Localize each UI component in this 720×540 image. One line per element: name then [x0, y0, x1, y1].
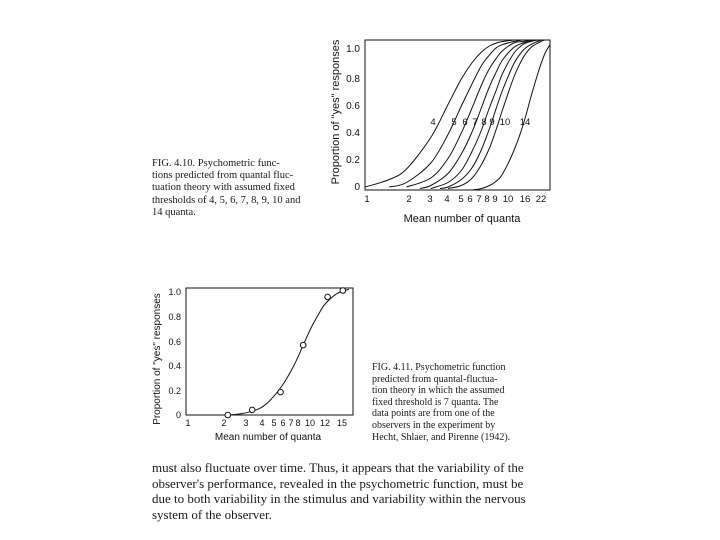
fig411-ytick-2: 0.4 — [168, 361, 181, 371]
fig411-data-point — [278, 389, 284, 395]
figure-4-11-caption — [372, 362, 542, 443]
fig410-curve-threshold-6 — [407, 40, 531, 187]
fig411-xtick-4: 4 — [259, 418, 265, 428]
fig410-xtick-4: 4 — [444, 194, 450, 205]
fig411-caption-line: data points are from one of the — [372, 408, 495, 420]
fig411-ytick-1: 0.2 — [168, 386, 181, 396]
fig410-series-label-10: 10 — [499, 117, 511, 128]
fig411-caption-line: tion theory in which the assumed — [372, 385, 505, 397]
fig410-curve-threshold-8 — [431, 40, 538, 189]
figure-4-10-chart — [325, 30, 565, 230]
fig410-xtick-22: 22 — [535, 194, 547, 205]
fig410-ytick-4: 0.8 — [346, 74, 360, 85]
fig410-caption-line: tuation theory with assumed fixed — [152, 182, 295, 194]
fig411-ytick-5: 1.0 — [168, 287, 181, 297]
figure-4-10-caption — [152, 158, 324, 219]
fig411-caption-line: predicted from quantal-fluctua- — [372, 373, 498, 385]
fig410-caption-line: 14 quanta. — [152, 206, 196, 218]
fig411-data-point — [300, 342, 306, 348]
fig411-caption-line: FIG. 4.11. Psychometric function — [372, 362, 506, 373]
fig410-caption-line: thresholds of 4, 5, 6, 7, 8, 9, 10 and — [152, 194, 301, 206]
fig411-curve — [228, 289, 349, 415]
fig410-xtick-3: 3 — [427, 194, 433, 205]
fig411-x-axis-label: Mean number of quanta — [214, 432, 322, 443]
fig410-caption-line: FIG. 4.10. Psychometric func- — [152, 158, 280, 169]
fig411-xtick-5: 5 — [271, 418, 277, 428]
fig410-xtick-9: 9 — [492, 194, 498, 205]
fig410-x-axis-label: Mean number of quanta — [403, 213, 521, 225]
fig411-caption-line: observers in the experiment by — [372, 419, 496, 431]
body-text-line: system of the observer. — [152, 506, 272, 522]
body-text-line: due to both variability in the stimulus and variability within the nervous — [152, 491, 526, 506]
fig410-xtick-1: 1 — [364, 194, 370, 205]
fig410-series-label-9: 9 — [489, 117, 495, 128]
figure-4-11-chart — [148, 283, 363, 453]
fig410-series-label-6: 6 — [462, 117, 468, 128]
fig411-xtick-1: 1 — [185, 418, 191, 428]
fig411-xtick-12: 12 — [319, 418, 331, 428]
fig411-points — [225, 288, 346, 418]
fig410-y-ticks — [346, 44, 360, 193]
fig411-data-point — [325, 294, 331, 300]
fig411-data-point — [340, 288, 346, 294]
fig410-series-labels — [430, 117, 530, 128]
fig411-xtick-6: 6 — [280, 418, 286, 428]
fig411-x-ticks — [185, 418, 347, 428]
fig411-ytick-0: 0 — [175, 410, 181, 420]
fig410-ytick-3: 0.6 — [346, 101, 360, 112]
fig410-xtick-7: 7 — [476, 194, 482, 205]
fig411-xtick-15: 15 — [336, 418, 348, 428]
fig410-caption-line: tions predicted from quantal fluc- — [152, 170, 294, 182]
fig410-series-label-5: 5 — [451, 117, 457, 128]
fig410-series-label-4: 4 — [430, 117, 436, 128]
fig411-xtick-7: 7 — [288, 418, 294, 428]
fig411-y-axis-label: Proportion of "yes" responses — [152, 293, 163, 425]
fig411-caption-line: fixed threshold is 7 quanta. The — [372, 396, 499, 408]
fig411-data-point — [249, 407, 255, 413]
fig410-series-label-8: 8 — [481, 117, 487, 128]
fig410-curve-threshold-5 — [389, 40, 523, 187]
fig411-xtick-2: 2 — [221, 418, 227, 428]
fig410-curve-threshold-10 — [448, 40, 544, 189]
fig411-xtick-8: 8 — [295, 418, 301, 428]
fig410-xtick-10: 10 — [502, 194, 514, 205]
fig410-ytick-0: 0 — [354, 182, 360, 193]
fig410-ytick-5: 1.0 — [346, 44, 360, 55]
body-text-line: observer's performance, revealed in the psychometric function, must be — [152, 475, 524, 491]
fig410-x-ticks — [364, 194, 546, 205]
fig411-ytick-4: 0.8 — [168, 312, 181, 322]
fig410-xtick-6: 6 — [467, 194, 473, 205]
fig411-xtick-3: 3 — [243, 418, 249, 428]
fig411-predicted-curve — [228, 289, 349, 415]
body-text-line: must also fluctuate over time. Thus, it appears that the variability of the — [152, 460, 524, 475]
fig411-caption-line: Hecht, Shlaer, and Pirenne (1942). — [372, 431, 511, 443]
fig410-series-label-7: 7 — [472, 117, 478, 128]
body-paragraph — [152, 460, 552, 522]
fig411-data-point — [225, 412, 231, 418]
fig410-y-axis-label: Proportion of "yes" responses — [330, 39, 342, 185]
fig410-curves — [365, 40, 550, 190]
fig410-xtick-2: 2 — [406, 194, 412, 205]
fig410-xtick-16: 16 — [519, 194, 531, 205]
fig411-ytick-3: 0.6 — [168, 337, 181, 347]
fig410-xtick-8: 8 — [484, 194, 490, 205]
fig410-ytick-1: 0.2 — [346, 155, 360, 166]
fig410-xtick-5: 5 — [458, 194, 464, 205]
fig410-curve-threshold-4 — [365, 40, 514, 187]
fig410-curve-threshold-7 — [420, 40, 535, 189]
fig411-plot-frame — [186, 288, 353, 415]
fig411-y-ticks — [168, 287, 181, 420]
fig410-series-label-14: 14 — [519, 117, 531, 128]
fig411-xtick-10: 10 — [304, 418, 316, 428]
fig410-ytick-2: 0.4 — [346, 128, 360, 139]
